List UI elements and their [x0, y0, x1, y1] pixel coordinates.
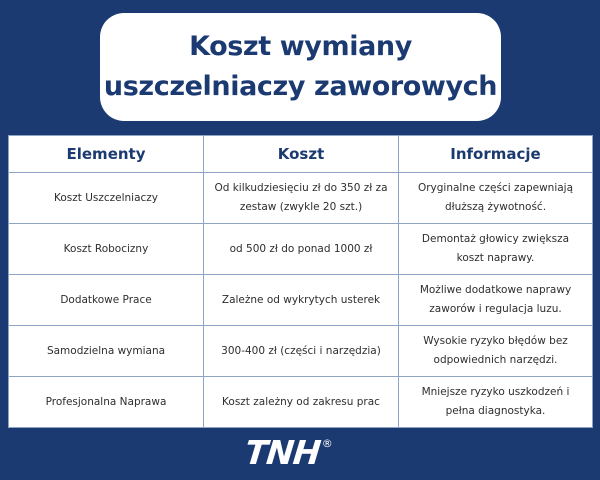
cost-cell: Od kilkudziesięciu zł do 350 zł za zestaw (zwykle 20 szt.) [204, 173, 399, 224]
title-card [100, 13, 501, 121]
registered-mark: ® [321, 437, 333, 450]
column-header-informacje: Informacje [399, 136, 593, 173]
cost-cell: Koszt zależny od zakresu prac [204, 377, 399, 428]
element-cell: Samodzielna wymiana [9, 326, 204, 377]
tnh-logo [245, 434, 333, 474]
page-title-line-2: uszczelniaczy zaworowych [103, 71, 498, 102]
info-cell: Możliwe dodatkowe naprawy zaworów i regulacja luzu. [399, 275, 593, 326]
element-cell: Koszt Uszczelniaczy [9, 173, 204, 224]
column-header-koszt: Koszt [204, 136, 399, 173]
table-row [9, 326, 593, 377]
element-cell: Koszt Robocizny [9, 224, 204, 275]
cost-table [8, 135, 593, 428]
cost-cell: od 500 zł do ponad 1000 zł [204, 224, 399, 275]
table-row [9, 173, 593, 224]
cost-cell: Zależne od wykrytych usterek [204, 275, 399, 326]
logo-text: TNH [243, 433, 322, 472]
table-row [9, 224, 593, 275]
table-row [9, 275, 593, 326]
element-cell: Profesjonalna Naprawa [9, 377, 204, 428]
column-header-elementy: Elementy [9, 136, 204, 173]
info-cell: Demontaż głowicy zwiększa koszt naprawy. [399, 224, 593, 275]
table-header-row [9, 136, 593, 173]
page-title-line-1: Koszt wymiany [189, 31, 412, 62]
table-row [9, 377, 593, 428]
info-cell: Oryginalne części zapewniają dłuższą żywotność. [399, 173, 593, 224]
cost-cell: 300-400 zł (części i narzędzia) [204, 326, 399, 377]
info-cell: Wysokie ryzyko błędów bez odpowiednich narzędzi. [399, 326, 593, 377]
info-cell: Mniejsze ryzyko uszkodzeń i pełna diagnostyka. [399, 377, 593, 428]
element-cell: Dodatkowe Prace [9, 275, 204, 326]
